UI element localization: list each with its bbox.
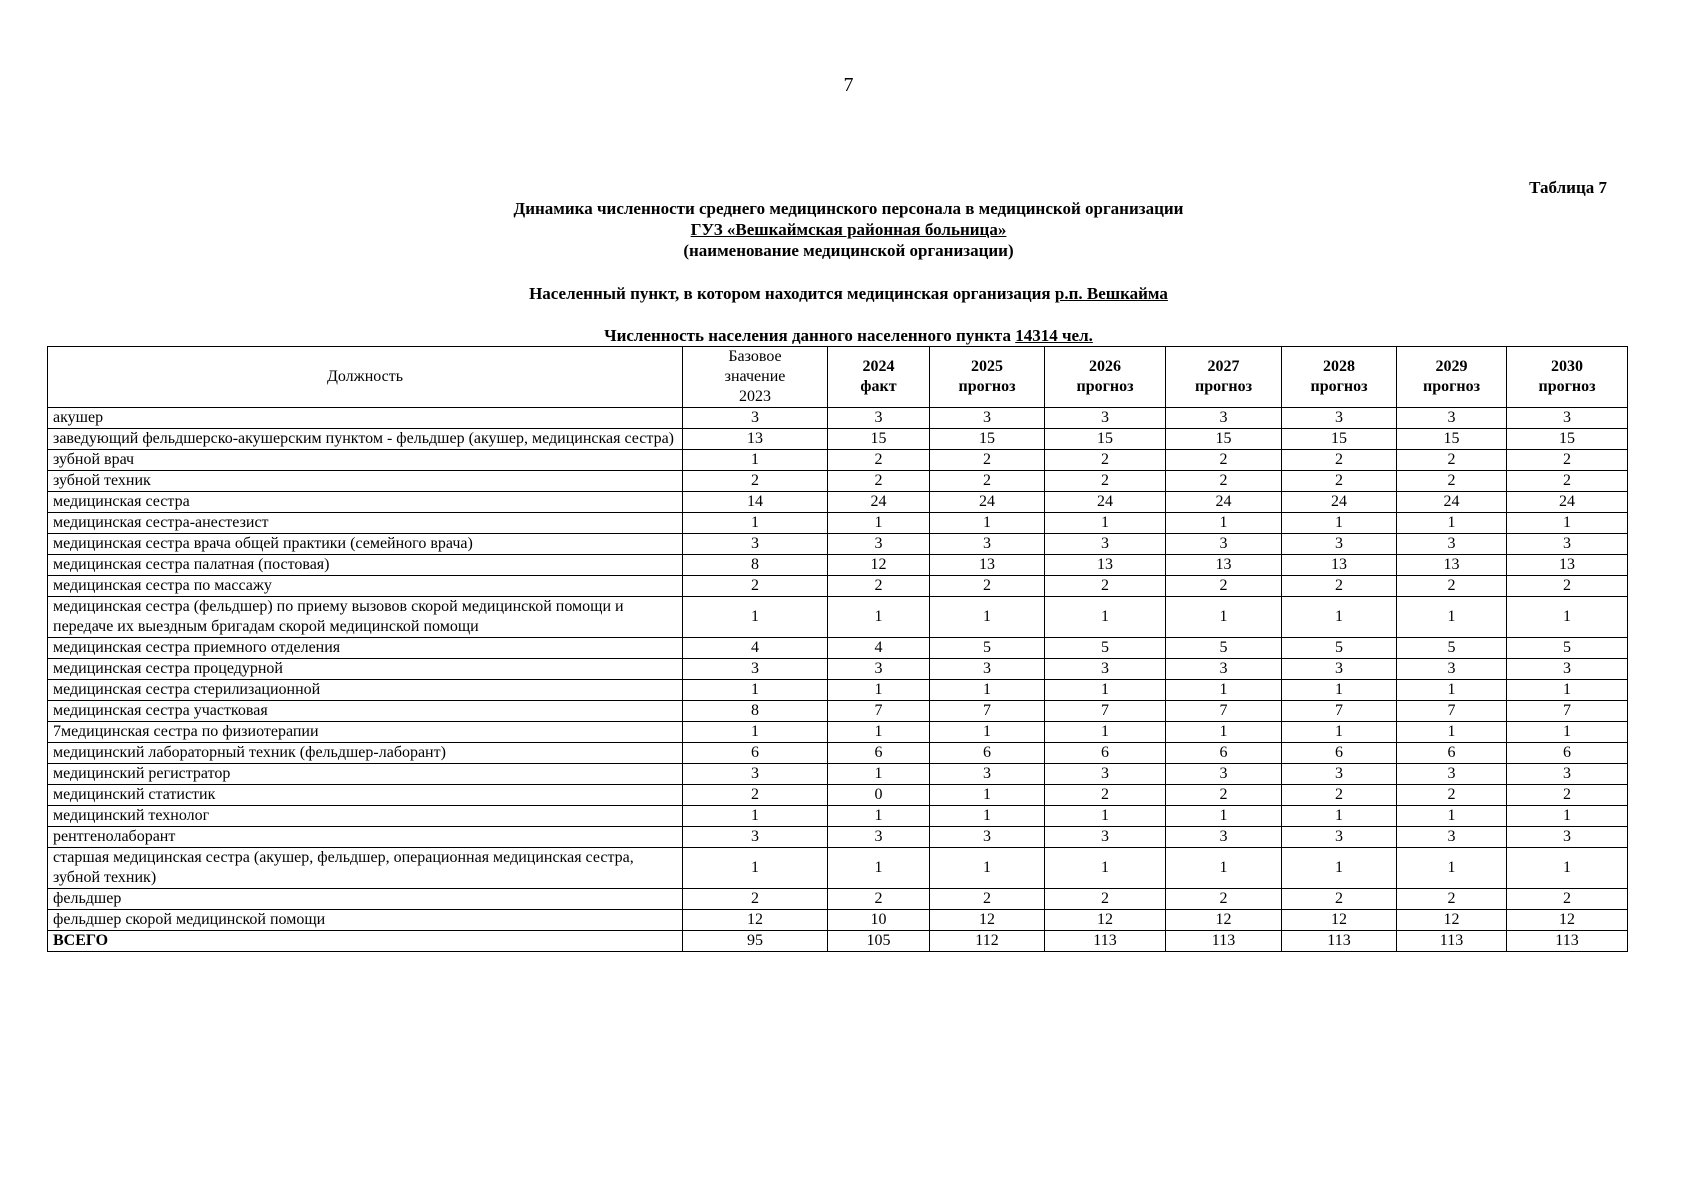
value-cell: 1 (828, 680, 930, 701)
value-cell: 7 (1282, 701, 1397, 722)
value-cell: 15 (1045, 429, 1166, 450)
value-cell: 2 (1507, 889, 1628, 910)
value-cell: 6 (683, 743, 828, 764)
value-cell: 1 (1507, 806, 1628, 827)
value-cell: 15 (930, 429, 1045, 450)
value-cell: 3 (1045, 659, 1166, 680)
value-cell: 1 (683, 450, 828, 471)
position-cell: медицинская сестра-анестезист (48, 513, 683, 534)
value-cell: 113 (1282, 931, 1397, 952)
value-cell: 3 (683, 764, 828, 785)
value-cell: 2 (828, 576, 930, 597)
position-cell: медицинская сестра палатная (постовая) (48, 555, 683, 576)
table-label: Таблица 7 (1529, 178, 1607, 197)
value-cell: 113 (1045, 931, 1166, 952)
value-cell: 2 (1397, 576, 1507, 597)
value-cell: 4 (828, 638, 930, 659)
position-cell: медицинский статистик (48, 785, 683, 806)
table-row (48, 450, 1628, 471)
column-header-base: Базовое значение 2023 (683, 347, 828, 408)
value-cell: 6 (930, 743, 1045, 764)
value-cell: 24 (828, 492, 930, 513)
value-cell: 3 (683, 659, 828, 680)
value-cell: 1 (1507, 513, 1628, 534)
value-cell: 1 (1045, 513, 1166, 534)
value-cell: 3 (930, 534, 1045, 555)
value-cell: 15 (1397, 429, 1507, 450)
value-cell: 1 (930, 513, 1045, 534)
table-row (48, 471, 1628, 492)
value-cell: 12 (1282, 910, 1397, 931)
value-cell: 8 (683, 701, 828, 722)
value-cell: 3 (1397, 534, 1507, 555)
table-row (48, 910, 1628, 931)
value-cell: 2 (930, 889, 1045, 910)
position-cell: акушер (48, 408, 683, 429)
value-cell: 3 (683, 534, 828, 555)
value-cell: 2 (1166, 785, 1282, 806)
position-cell: старшая медицинская сестра (акушер, фельдшер, операционная медицинская сестра, зубной техник) (48, 848, 683, 889)
value-cell: 2 (1507, 785, 1628, 806)
value-cell: 24 (1397, 492, 1507, 513)
population-label: Численность населения данного населенного пункта (604, 326, 1011, 345)
value-cell: 12 (930, 910, 1045, 931)
value-cell: 1 (683, 848, 828, 889)
total-label: ВСЕГО (48, 931, 683, 952)
value-cell: 10 (828, 910, 930, 931)
value-cell: 5 (1045, 638, 1166, 659)
value-cell: 6 (1282, 743, 1397, 764)
position-cell: зубной врач (48, 450, 683, 471)
value-cell: 3 (1282, 534, 1397, 555)
value-cell: 7 (828, 701, 930, 722)
value-cell: 2 (930, 471, 1045, 492)
population-value: 14314 чел. (1015, 326, 1093, 345)
value-cell: 5 (930, 638, 1045, 659)
locality-value: р.п. Вешкайма (1054, 284, 1168, 303)
value-cell: 1 (683, 597, 828, 638)
value-cell: 3 (828, 827, 930, 848)
value-cell: 1 (1282, 806, 1397, 827)
value-cell: 1 (1397, 722, 1507, 743)
value-cell: 3 (930, 764, 1045, 785)
value-cell: 3 (1045, 827, 1166, 848)
value-cell: 12 (1507, 910, 1628, 931)
position-cell: медицинская сестра участковая (48, 701, 683, 722)
table-row (48, 848, 1628, 889)
value-cell: 5 (1397, 638, 1507, 659)
value-cell: 2 (930, 576, 1045, 597)
value-cell: 1 (1397, 597, 1507, 638)
organization-name: ГУЗ «Вешкаймская районная больница» (690, 220, 1007, 239)
position-cell: фельдшер скорой медицинской помощи (48, 910, 683, 931)
value-cell: 3 (1397, 827, 1507, 848)
value-cell: 3 (1166, 408, 1282, 429)
position-cell: медицинский технолог (48, 806, 683, 827)
document-heading (0, 198, 1697, 261)
title-line: Динамика численности среднего медицинского персонала в медицинской организации (513, 199, 1184, 218)
value-cell: 2 (1045, 785, 1166, 806)
value-cell: 1 (930, 806, 1045, 827)
value-cell: 2 (1282, 889, 1397, 910)
value-cell: 1 (828, 513, 930, 534)
value-cell: 2 (1282, 450, 1397, 471)
value-cell: 3 (1507, 408, 1628, 429)
value-cell: 5 (1507, 638, 1628, 659)
value-cell: 0 (828, 785, 930, 806)
value-cell: 1 (1397, 806, 1507, 827)
value-cell: 3 (1166, 827, 1282, 848)
value-cell: 2 (1045, 450, 1166, 471)
value-cell: 1 (1282, 513, 1397, 534)
value-cell: 3 (1507, 534, 1628, 555)
value-cell: 4 (683, 638, 828, 659)
value-cell: 2 (1507, 471, 1628, 492)
value-cell: 6 (1045, 743, 1166, 764)
value-cell: 1 (1166, 513, 1282, 534)
value-cell: 1 (1045, 680, 1166, 701)
value-cell: 24 (930, 492, 1045, 513)
value-cell: 5 (1282, 638, 1397, 659)
value-cell: 2 (828, 471, 930, 492)
position-cell: медицинский регистратор (48, 764, 683, 785)
value-cell: 112 (930, 931, 1045, 952)
value-cell: 7 (1397, 701, 1507, 722)
value-cell: 1 (1282, 848, 1397, 889)
position-cell: 7медицинская сестра по физиотерапии (48, 722, 683, 743)
value-cell: 1 (930, 848, 1045, 889)
value-cell: 5 (1166, 638, 1282, 659)
value-cell: 15 (1166, 429, 1282, 450)
value-cell: 2 (1166, 471, 1282, 492)
value-cell: 3 (1397, 659, 1507, 680)
value-cell: 2 (828, 889, 930, 910)
value-cell: 113 (1507, 931, 1628, 952)
value-cell: 2 (1282, 785, 1397, 806)
value-cell: 1 (930, 722, 1045, 743)
table-row (48, 743, 1628, 764)
table-row (48, 680, 1628, 701)
value-cell: 1 (683, 680, 828, 701)
value-cell: 14 (683, 492, 828, 513)
position-cell: медицинская сестра приемного отделения (48, 638, 683, 659)
position-cell: медицинская сестра стерилизационной (48, 680, 683, 701)
value-cell: 1 (683, 513, 828, 534)
value-cell: 13 (683, 429, 828, 450)
value-cell: 3 (1045, 408, 1166, 429)
value-cell: 1 (683, 722, 828, 743)
position-cell: медицинская сестра (48, 492, 683, 513)
table-row (48, 555, 1628, 576)
value-cell: 12 (683, 910, 828, 931)
value-cell: 3 (1166, 659, 1282, 680)
value-cell: 24 (1507, 492, 1628, 513)
locality-line (0, 284, 1697, 304)
value-cell: 105 (828, 931, 930, 952)
value-cell: 3 (828, 408, 930, 429)
value-cell: 3 (1282, 764, 1397, 785)
staff-table (47, 346, 1628, 952)
value-cell: 6 (1166, 743, 1282, 764)
table-row (48, 806, 1628, 827)
value-cell: 1 (1282, 722, 1397, 743)
value-cell: 3 (1166, 534, 1282, 555)
value-cell: 2 (683, 471, 828, 492)
value-cell: 2 (1166, 450, 1282, 471)
value-cell: 1 (1166, 806, 1282, 827)
value-cell: 1 (1282, 597, 1397, 638)
table-body (48, 408, 1628, 952)
value-cell: 1 (828, 597, 930, 638)
value-cell: 1 (1507, 722, 1628, 743)
table-row (48, 534, 1628, 555)
value-cell: 1 (1282, 680, 1397, 701)
value-cell: 13 (1166, 555, 1282, 576)
population-line (0, 326, 1697, 346)
column-header-2027: 2027 прогноз (1166, 347, 1282, 408)
value-cell: 95 (683, 931, 828, 952)
value-cell: 6 (1397, 743, 1507, 764)
value-cell: 12 (1045, 910, 1166, 931)
position-cell: медицинская сестра процедурной (48, 659, 683, 680)
header-row (48, 347, 1628, 408)
value-cell: 1 (1166, 597, 1282, 638)
column-header-2029: 2029 прогноз (1397, 347, 1507, 408)
value-cell: 113 (1166, 931, 1282, 952)
value-cell: 1 (1507, 680, 1628, 701)
value-cell: 1 (1045, 722, 1166, 743)
value-cell: 3 (683, 827, 828, 848)
locality-label: Населенный пункт, в котором находится медицинская организация (529, 284, 1051, 303)
value-cell: 2 (930, 450, 1045, 471)
value-cell: 1 (1045, 848, 1166, 889)
value-cell: 1 (1045, 597, 1166, 638)
position-cell: фельдшер (48, 889, 683, 910)
value-cell: 3 (828, 534, 930, 555)
value-cell: 1 (1397, 513, 1507, 534)
value-cell: 13 (1507, 555, 1628, 576)
value-cell: 1 (1166, 848, 1282, 889)
value-cell: 2 (1166, 576, 1282, 597)
value-cell: 24 (1166, 492, 1282, 513)
value-cell: 2 (683, 785, 828, 806)
value-cell: 2 (683, 889, 828, 910)
value-cell: 2 (1045, 471, 1166, 492)
value-cell: 2 (1166, 889, 1282, 910)
value-cell: 3 (930, 408, 1045, 429)
column-header-2028: 2028 прогноз (1282, 347, 1397, 408)
value-cell: 1 (828, 848, 930, 889)
value-cell: 3 (930, 659, 1045, 680)
value-cell: 2 (1397, 450, 1507, 471)
value-cell: 6 (828, 743, 930, 764)
table-row (48, 492, 1628, 513)
value-cell: 3 (1045, 534, 1166, 555)
value-cell: 2 (1045, 889, 1166, 910)
value-cell: 2 (683, 576, 828, 597)
position-cell: медицинский лабораторный техник (фельдшер-лаборант) (48, 743, 683, 764)
value-cell: 7 (1045, 701, 1166, 722)
value-cell: 3 (1282, 827, 1397, 848)
value-cell: 8 (683, 555, 828, 576)
value-cell: 3 (1397, 408, 1507, 429)
value-cell: 3 (1282, 659, 1397, 680)
value-cell: 2 (1507, 576, 1628, 597)
column-header-position: Должность (48, 347, 683, 408)
value-cell: 2 (1397, 471, 1507, 492)
value-cell: 2 (1282, 471, 1397, 492)
value-cell: 1 (930, 680, 1045, 701)
value-cell: 3 (1507, 659, 1628, 680)
value-cell: 2 (1507, 450, 1628, 471)
value-cell: 13 (1282, 555, 1397, 576)
value-cell: 3 (1507, 764, 1628, 785)
table-row (48, 827, 1628, 848)
position-cell: рентгенолаборант (48, 827, 683, 848)
position-cell: медицинская сестра врача общей практики (семейного врача) (48, 534, 683, 555)
value-cell: 2 (828, 450, 930, 471)
column-header-2025: 2025 прогноз (930, 347, 1045, 408)
value-cell: 13 (1397, 555, 1507, 576)
value-cell: 7 (1507, 701, 1628, 722)
value-cell: 12 (828, 555, 930, 576)
table-row (48, 408, 1628, 429)
value-cell: 1 (1045, 806, 1166, 827)
table-row (48, 785, 1628, 806)
value-cell: 15 (828, 429, 930, 450)
value-cell: 3 (828, 659, 930, 680)
value-cell: 15 (1507, 429, 1628, 450)
value-cell: 3 (1045, 764, 1166, 785)
table-row (48, 576, 1628, 597)
value-cell: 1 (1397, 848, 1507, 889)
value-cell: 12 (1166, 910, 1282, 931)
value-cell: 24 (1045, 492, 1166, 513)
table-row (48, 722, 1628, 743)
position-cell: медицинская сестра по массажу (48, 576, 683, 597)
table-row (48, 638, 1628, 659)
value-cell: 24 (1282, 492, 1397, 513)
value-cell: 1 (1507, 597, 1628, 638)
table-row (48, 701, 1628, 722)
value-cell: 7 (1166, 701, 1282, 722)
value-cell: 1 (1166, 680, 1282, 701)
value-cell: 3 (1166, 764, 1282, 785)
value-cell: 15 (1282, 429, 1397, 450)
value-cell: 1 (828, 806, 930, 827)
position-cell: зубной техник (48, 471, 683, 492)
value-cell: 2 (1397, 889, 1507, 910)
value-cell: 1 (1397, 680, 1507, 701)
value-cell: 3 (930, 827, 1045, 848)
position-cell: медицинская сестра (фельдшер) по приему вызовов скорой медицинской помощи и передаче их выездным бригадам скорой медицинской помощи (48, 597, 683, 638)
value-cell: 1 (930, 597, 1045, 638)
value-cell: 12 (1397, 910, 1507, 931)
table-row (48, 889, 1628, 910)
value-cell: 1 (1507, 848, 1628, 889)
value-cell: 3 (1282, 408, 1397, 429)
value-cell: 1 (930, 785, 1045, 806)
value-cell: 13 (1045, 555, 1166, 576)
value-cell: 2 (1397, 785, 1507, 806)
value-cell: 6 (1507, 743, 1628, 764)
total-row (48, 931, 1628, 952)
value-cell: 1 (683, 806, 828, 827)
value-cell: 2 (1282, 576, 1397, 597)
value-cell: 2 (1045, 576, 1166, 597)
table-row (48, 659, 1628, 680)
table-row (48, 429, 1628, 450)
value-cell: 3 (683, 408, 828, 429)
value-cell: 3 (1507, 827, 1628, 848)
table-row (48, 764, 1628, 785)
value-cell: 1 (828, 764, 930, 785)
value-cell: 1 (828, 722, 930, 743)
column-header-2024: 2024 факт (828, 347, 930, 408)
table-row (48, 513, 1628, 534)
column-header-2026: 2026 прогноз (1045, 347, 1166, 408)
value-cell: 7 (930, 701, 1045, 722)
position-cell: заведующий фельдшерско-акушерским пунктом - фельдшер (акушер, медицинская сестра) (48, 429, 683, 450)
value-cell: 113 (1397, 931, 1507, 952)
value-cell: 13 (930, 555, 1045, 576)
table-row (48, 597, 1628, 638)
value-cell: 3 (1397, 764, 1507, 785)
column-header-2030: 2030 прогноз (1507, 347, 1628, 408)
value-cell: 1 (1166, 722, 1282, 743)
page-number: 7 (843, 74, 854, 96)
organization-caption: (наименование медицинской организации) (683, 241, 1014, 260)
